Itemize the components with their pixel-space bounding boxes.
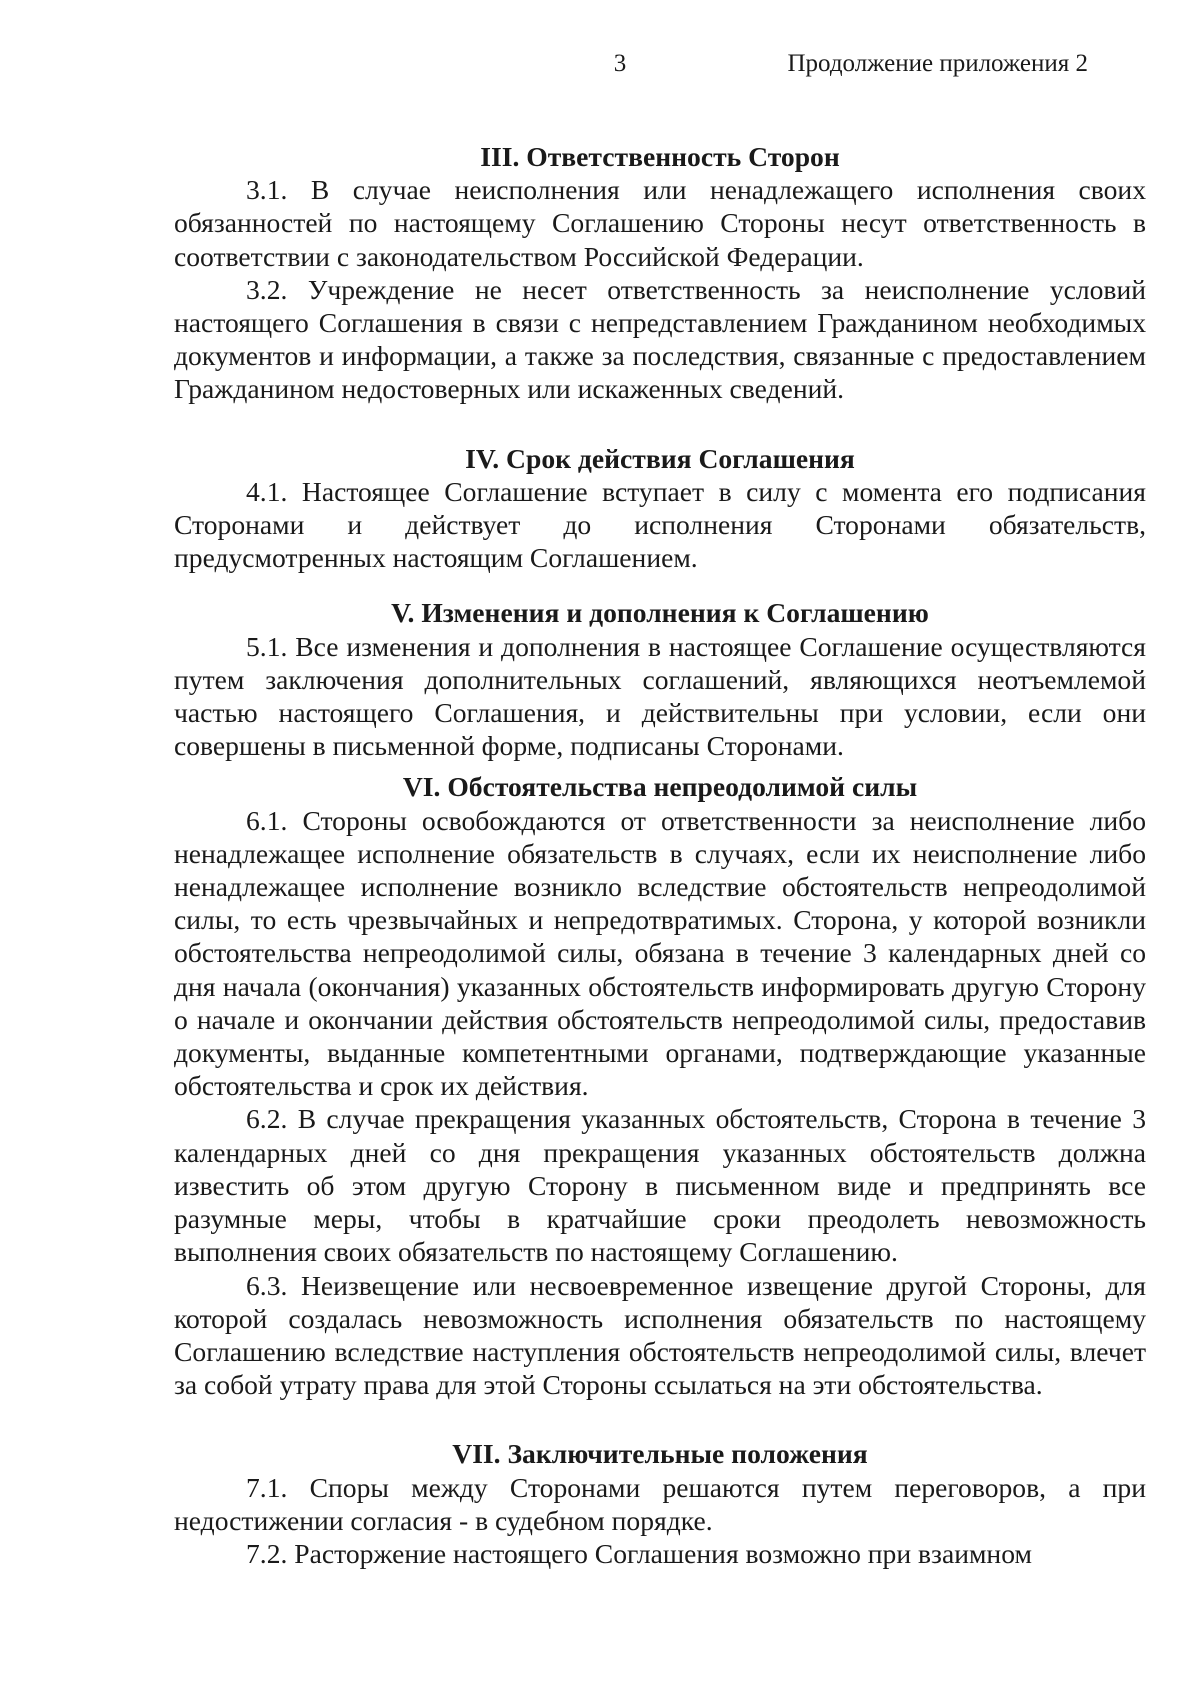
section-heading: IV. Срок действия Соглашения bbox=[465, 442, 855, 474]
paragraph-6-1: 6.1. Стороны освобождаются от ответственности за неисполнение либо ненадлежащее исполнение обязательств в случаях, если их неисполнение либо ненадлежащее исполнение возникло вследствие обстоятельств непреодолимой силы, то есть чрезвычайных и непредотвратимых. Сторона, у которой возникли обстоятельства непреодолимой силы, обязана в течение 3 календарных дней со дня начала (окончания) указанных обстоятельств информировать другую Сторону о начале и окончании действия обстоятельств непреодолимой силы, предоставив документы, выданные компетентными органами, подтверждающие указанные обстоятельства и срок их действия. bbox=[174, 804, 1146, 1102]
page-number: 3 bbox=[613, 50, 627, 77]
section-heading: VI. Обстоятельства непреодолимой силы bbox=[402, 771, 918, 803]
section-heading: V. Изменения и дополнения к Соглашению bbox=[391, 597, 929, 629]
paragraph-6-3: 6.3. Неизвещение или несвоевременное извещение другой Стороны, для которой создалась невозможность исполнения обязательств по настоящему Соглашению вследствие наступления обстоятельств непреодолимой силы, влечет за собой утрату права для этой Стороны ссылаться на эти обстоятельства. bbox=[174, 1269, 1146, 1401]
paragraph-3-1: 3.1. В случае неисполнения или ненадлежащего исполнения своих обязанностей по настоящему Соглашению Стороны несут ответственность в соответствии с законодательством Российской Федерации. bbox=[174, 174, 1146, 272]
paragraph-3-2: 3.2. Учреждение не несет ответственность за неисполнение условий настоящего Соглашения в связи с непредставлением Гражданином необходимых документов и информации, а также за последствия, связанные с предоставлением Гражданином недостоверных или искаженных сведений. bbox=[174, 273, 1146, 405]
section-responsibility bbox=[174, 140, 1146, 406]
appendix-continuation-note: Продолжение приложения 2 bbox=[787, 50, 1088, 77]
paragraph-5-1: 5.1. Все изменения и дополнения в настоящее Соглашение осуществляются путем заключения дополнительных соглашений, являющихся неотъемлемой частью настоящего Соглашения, и действительны при условии, если они совершены в письменной форме, подписаны Сторонами. bbox=[174, 630, 1146, 762]
section-final-provisions bbox=[174, 1437, 1146, 1570]
section-heading: VII. Заключительные положения bbox=[452, 1438, 868, 1470]
paragraph-7-2: 7.2. Расторжение настоящего Соглашения возможно при взаимном bbox=[246, 1537, 1032, 1569]
document-body bbox=[174, 140, 1146, 1570]
section-heading: III. Ответственность Сторон bbox=[480, 141, 840, 172]
section-term bbox=[174, 442, 1146, 575]
paragraph-4-1: 4.1. Настоящее Соглашение вступает в силу с момента его подписания Сторонами и действует до исполнения Сторонами обязательств, предусмотренных настоящим Соглашением. bbox=[174, 475, 1146, 574]
section-amendments bbox=[174, 596, 1146, 762]
section-force-majeure bbox=[174, 770, 1146, 1401]
paragraph-7-1: 7.1. Споры между Сторонами решаются путем переговоров, а при недостижении согласия - в судебном порядке. bbox=[174, 1471, 1146, 1536]
paragraph-6-2: 6.2. В случае прекращения указанных обстоятельств, Сторона в течение 3 календарных дней со дня прекращения указанных обстоятельств должна известить об этом другую Сторону в письменном виде и предпринять все разумные меры, чтобы в кратчайшие сроки преодолеть невозможность выполнения своих обязательств по настоящему Соглашению. bbox=[174, 1103, 1146, 1268]
